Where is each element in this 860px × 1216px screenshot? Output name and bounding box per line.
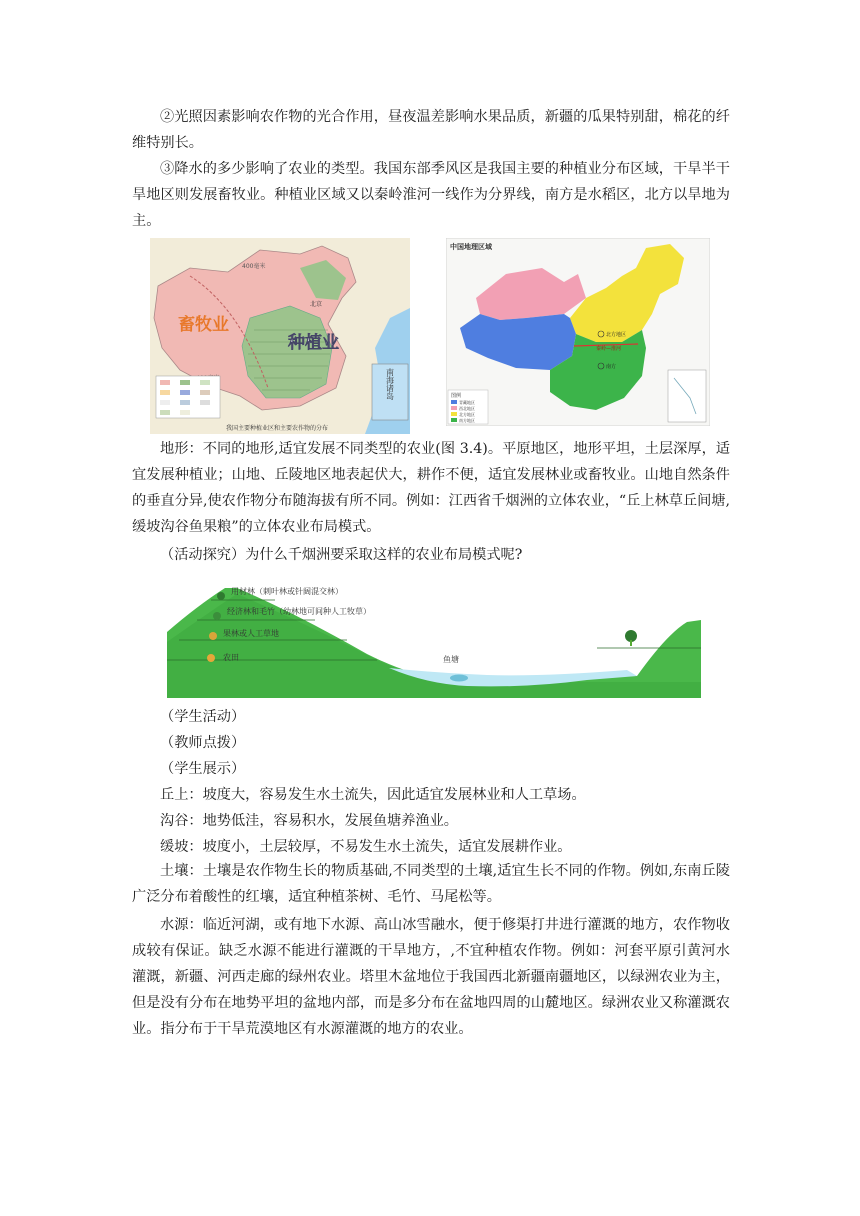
paragraph-water-source: 水源：临近河湖，或有地下水源、高山冰雪融水，便于修渠打井进行灌溉的地方，农作物收成较有保证。缺乏水源不能进行灌溉的干旱地方，,不宜种植农作物。例如：河套平原引黄河水灌溉，新疆、河西走廊的绿州农业。塔里木盆地位于我国西北新疆南疆地区，以绿洲农业为主，但是没有分布在地势平坦的盆地内部，而是多分布在盆地四周的山麓地区。绿洲农业又称灌溉农业。指分布于干旱荒漠地区有水源灌溉的地方的农业。 [132,917,730,1037]
pastoral-label: 畜牧业 [178,315,229,335]
legend-beifang: 北方地区 [459,412,475,417]
qianyanzhou-terrain-profile [167,574,701,698]
paragraph-hilltop: 丘上：坡度大，容易发生水土流失，因此适宜发展林业和人工草场。 [160,787,586,803]
north-region-label: 北方地区 [606,332,627,338]
label-farmland: 农田 [223,653,239,662]
label-timber-forest: 用材林（刺叶林或针阔混交林） [231,587,343,596]
label-orchard: 果林或人工草地 [223,629,279,638]
legend-title: 图例 [451,393,462,399]
student-display-heading: （学生展示） [160,761,246,777]
paragraph-valley: 沟谷：地势低洼，容易积水，发展鱼塘养渔业。 [160,813,458,829]
paragraph-precipitation: ③降水的多少影响了农业的类型。我国东部季风区是我国主要的种植业分布区域，干旱半干旱地区则发展畜牧业。种植业区域又以秦岭淮河一线作为分界线，南方是水稻区，北方以旱地为主。 [132,161,730,229]
qinling-huaihe-label: 秦岭—淮河 [596,346,622,352]
legend-qingzang: 青藏地区 [459,400,475,405]
paragraph-terrain: 地形：不同的地形,适宜发展不同类型的农业(图 3.4)。平原地区，地形平坦，土层深厚，适宜发展种植业；山地、丘陵地区地表起伏大，耕作不便，适宜发展林业或畜牧业。山地自然条件的垂直分异,使农作物分布随海拔有所不同。例如：江西省千烟洲的立体农业，“丘上林草丘间塘,缓坡沟谷鱼果粮”的立体农业布局模式。 [132,441,730,535]
south-sea-label: 南海诸岛 [385,368,395,400]
paragraph-soil: 土壤：土壤是农作物生长的物质基础,不同类型的土壤,适宜生长不同的作物。例如,东南丘陵广泛分布着酸性的红壤，适宜种植茶树、毛竹、马尾松等。 [132,863,730,905]
label-economic-forest: 经济林和毛竹（幼林地可间种人工牧草） [227,607,371,616]
label-fish-pond: 鱼塘 [443,655,459,664]
paragraph-gentle-slope: 缓坡：坡度小，土层较厚，不易发生水土流失，适宜发展耕作业。 [160,839,572,855]
teacher-guidance-heading: （教师点拨） [160,735,246,751]
right-map-title: 中国地理区域 [450,243,492,251]
planting-label: 种植业 [288,333,339,353]
paragraph-light-factor: ②光照因素影响农作物的光合作用，昼夜温差影响水果品质，新疆的瓜果特别甜，棉花的纤维特别长。 [132,109,730,151]
beijing-label: 北京 [310,301,323,308]
student-activity-heading: （学生活动） [160,709,246,725]
china-regions-map [446,238,710,426]
isohyet-label-top: 400毫米 [242,263,266,270]
legend-nanfang: 南方地区 [459,418,475,423]
south-region-label: 南方 [606,364,617,370]
legend-xibei: 西北地区 [459,406,475,411]
agriculture-distribution-map [150,238,410,434]
paragraph-activity-question: （活动探究）为什么千烟洲要采取这样的农业布局模式呢? [160,547,523,563]
left-map-caption: 我国主要种植业区和主要农作物的分布 [226,425,329,432]
